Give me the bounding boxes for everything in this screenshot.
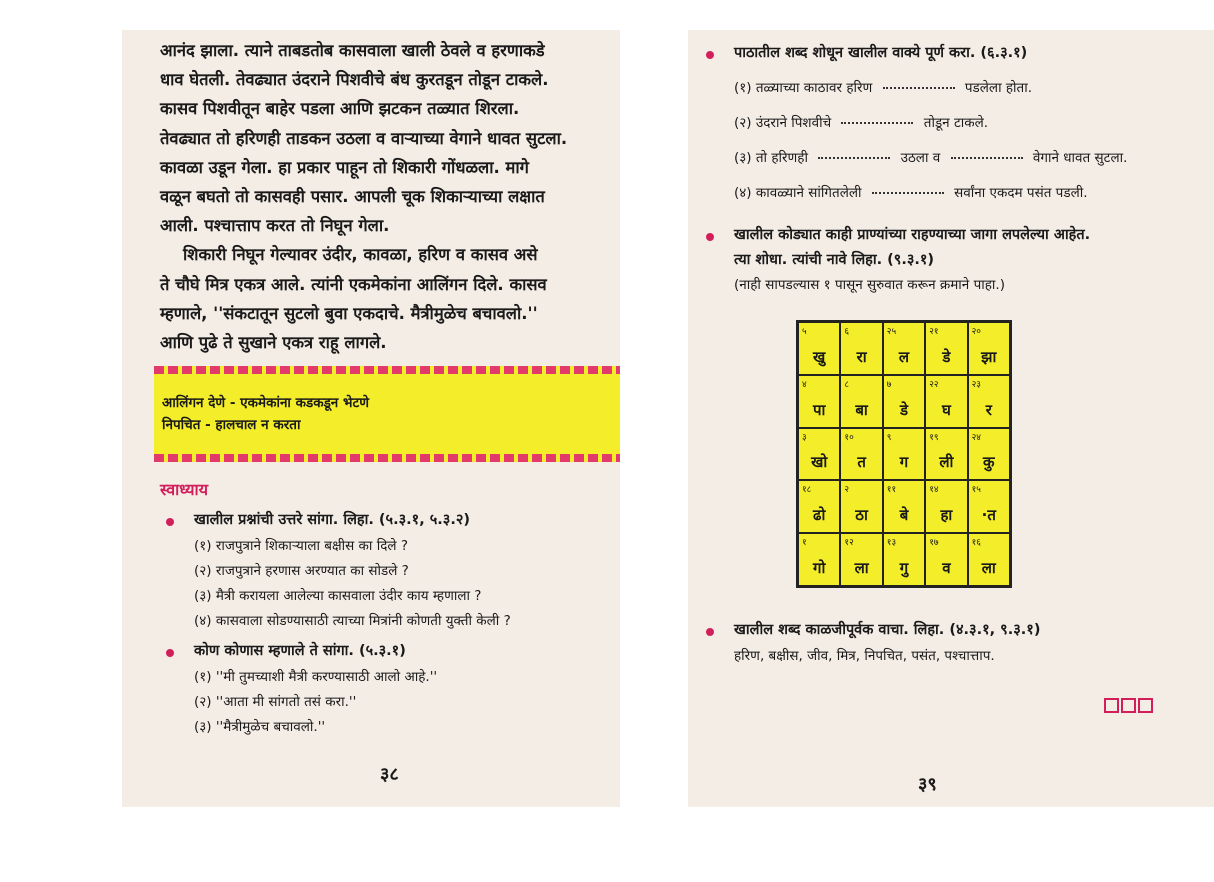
cell-letter: बा bbox=[855, 400, 868, 419]
puzzle-cell bbox=[798, 533, 840, 586]
cell-number: २३ bbox=[971, 379, 981, 390]
question-heading: कोण कोणास म्हणाले ते सांगा. (५.३.१) bbox=[194, 643, 406, 659]
item-number: (१) bbox=[734, 80, 752, 96]
cell-letter: र bbox=[985, 400, 992, 419]
cell-letter: खु bbox=[813, 347, 826, 366]
item-text: तोडून टाकले. bbox=[923, 115, 989, 131]
cell-number: १९ bbox=[929, 432, 939, 443]
cell-letter: खो bbox=[811, 453, 828, 472]
story-line: कासव पिशवीतून बाहेर पडला आणि झटकन तळ्यात शिरला. bbox=[160, 99, 520, 119]
section-heading: स्वाध्याय bbox=[160, 480, 208, 499]
fill-blank-item bbox=[734, 113, 988, 131]
page-number: ३८ bbox=[380, 764, 399, 785]
puzzle-cell bbox=[840, 480, 882, 533]
end-marker bbox=[1104, 698, 1155, 717]
puzzle-cell bbox=[925, 428, 967, 481]
puzzle-grid bbox=[796, 320, 1012, 588]
blank-line bbox=[883, 87, 955, 89]
glossary-item: आलिंगन देणे - एकमेकांना कडकडून भेटणे bbox=[162, 395, 370, 411]
question-item: (४) कासवाला सोडण्यासाठी त्याच्या मित्रांनी कोणती युक्ती केली ? bbox=[194, 613, 511, 629]
puzzle-cell bbox=[925, 480, 967, 533]
glossary-item: निपचित - हालचाल न करता bbox=[162, 417, 301, 433]
puzzle-cell bbox=[840, 533, 882, 586]
puzzle-cell bbox=[968, 322, 1010, 375]
puzzle-cell bbox=[840, 322, 882, 375]
question-item: (३) ''मैत्रीमुळेच बचावलो.'' bbox=[194, 719, 326, 735]
cell-number: १० bbox=[844, 432, 854, 443]
story-line: कावळा उडून गेला. हा प्रकार पाहून तो शिकारी गोंधळला. मागे bbox=[160, 157, 529, 177]
banner-border-top bbox=[154, 366, 620, 374]
puzzle-cell bbox=[968, 375, 1010, 428]
blank-line bbox=[951, 157, 1023, 159]
cell-letter: ली bbox=[939, 453, 954, 472]
item-text: उंदराने पिशवीचे bbox=[755, 115, 832, 131]
cell-number: १७ bbox=[929, 538, 939, 549]
question-heading: पाठातील शब्द शोधून खालील वाक्ये पूर्ण करा. (६.३.१) bbox=[734, 45, 1028, 61]
cell-number: १३ bbox=[886, 538, 897, 549]
cell-letter: गु bbox=[899, 558, 909, 577]
cell-number: १४ bbox=[929, 485, 939, 496]
blank-line bbox=[872, 192, 944, 194]
fill-blank-item bbox=[734, 183, 1088, 201]
puzzle-cell bbox=[883, 533, 925, 586]
cell-number: १२ bbox=[844, 538, 854, 549]
story-line: धाव घेतली. तेवढ्यात उंदराने पिशवीचे बंध कुरतडून तोडून टाकले. bbox=[160, 70, 549, 90]
cell-letter: ल bbox=[898, 347, 910, 366]
puzzle-cell bbox=[883, 375, 925, 428]
glossary-banner bbox=[154, 366, 620, 462]
cell-letter: ला bbox=[854, 558, 869, 577]
cell-number: २ bbox=[844, 485, 850, 496]
question-item: (१) राजपुत्राने शिकाऱ्याला बक्षीस का दिले ? bbox=[194, 538, 408, 554]
question-item: (२) राजपुत्राने हरणास अरण्यात का सोडले ? bbox=[194, 563, 409, 579]
cell-number: २४ bbox=[971, 432, 981, 443]
story-line: आली. पश्चात्ताप करत तो निघून गेला. bbox=[160, 216, 390, 236]
item-text: सर्वांना एकदम पसंत पडली. bbox=[954, 185, 1088, 201]
cell-letter: घ bbox=[941, 400, 951, 419]
question-note: (नाही सापडल्यास १ पासून सुरुवात करून क्रमाने पाहा.) bbox=[734, 277, 1005, 293]
story-line: ते चौघे मित्र एकत्र आले. त्यांनी एकमेकांना आलिंगन दिले. कासव bbox=[160, 274, 547, 294]
puzzle-cell bbox=[968, 480, 1010, 533]
cell-letter: ला bbox=[981, 558, 996, 577]
item-text: पडलेला होता. bbox=[964, 80, 1033, 96]
glossary bbox=[162, 392, 369, 436]
puzzle-cell bbox=[883, 480, 925, 533]
cell-number: ३ bbox=[802, 432, 807, 443]
puzzle-cell bbox=[798, 428, 840, 481]
story-line: तेवढ्यात तो हरिणही ताडकन उठला व वाऱ्याच्या वेगाने धावत सुटला. bbox=[160, 128, 568, 148]
bullet-icon bbox=[166, 649, 174, 657]
cell-number: ४ bbox=[802, 379, 807, 390]
question-heading: खालील कोड्यात काही प्राण्यांच्या राहण्याच्या जागा लपलेल्या आहेत. bbox=[734, 227, 1091, 243]
question-heading: खालील शब्द काळजीपूर्वक वाचा. लिहा. (४.३.१, ९.३.१) bbox=[734, 622, 1041, 638]
cell-letter: गो bbox=[813, 558, 826, 577]
puzzle-cell bbox=[798, 375, 840, 428]
cell-number: ५ bbox=[802, 327, 807, 337]
cell-letter: व bbox=[942, 558, 951, 577]
right-page bbox=[688, 30, 1214, 807]
question-item: (१) ''मी तुमच्याशी मैत्री करण्यासाठी आलो आहे.'' bbox=[194, 669, 438, 685]
item-text: वेगाने धावत सुटला. bbox=[1032, 150, 1128, 166]
cell-number: २१ bbox=[929, 327, 939, 337]
page-number: ३९ bbox=[918, 774, 937, 795]
puzzle-cell bbox=[883, 322, 925, 375]
story-line: म्हणाले, ''संकटातून सुटलो बुवा एकदाचे. मैत्रीमुळेच बचावलो.'' bbox=[160, 303, 538, 323]
cell-letter: बे bbox=[899, 506, 909, 525]
cell-letter: झा bbox=[981, 347, 997, 366]
item-number: (२) bbox=[734, 115, 752, 131]
puzzle-cell bbox=[968, 533, 1010, 586]
banner-border-bottom bbox=[154, 454, 620, 462]
cell-number: १६ bbox=[971, 538, 981, 549]
fill-blank-item bbox=[734, 148, 1127, 166]
puzzle-cell bbox=[798, 480, 840, 533]
puzzle-cell bbox=[798, 322, 840, 375]
cell-letter: ग bbox=[899, 453, 909, 472]
bullet-icon bbox=[706, 51, 714, 59]
cell-number: २५ bbox=[886, 327, 897, 337]
cell-letter: हा bbox=[940, 506, 953, 525]
story-line: आणि पुढे ते सुखाने एकत्र राहू लागले. bbox=[160, 333, 387, 353]
cell-letter: ढो bbox=[813, 506, 826, 525]
word-list: हरिण, बक्षीस, जीव, मित्र, निपचित, पसंत, पश्चात्ताप. bbox=[734, 648, 995, 664]
item-number: (४) bbox=[734, 185, 752, 201]
question-heading: त्या शोधा. त्यांची नावे लिहा. (९.३.१) bbox=[734, 252, 935, 268]
left-page bbox=[122, 30, 620, 807]
item-text: कावळ्याने सांगितलेली bbox=[755, 185, 862, 201]
puzzle-cell bbox=[840, 375, 882, 428]
item-text: उठला व bbox=[900, 150, 941, 166]
item-number: (३) bbox=[734, 150, 752, 166]
cell-number: १८ bbox=[802, 485, 812, 496]
puzzle-cell bbox=[925, 533, 967, 586]
cell-letter: पा bbox=[812, 400, 826, 419]
bullet-icon bbox=[706, 628, 714, 636]
cell-letter: त bbox=[857, 453, 866, 472]
story-line: आनंद झाला. त्याने ताबडतोब कासवाला खाली ठेवले व हरणाकडे bbox=[160, 41, 545, 60]
question-item: (३) मैत्री करायला आलेल्या कासवाला उंदीर काय म्हणाला ? bbox=[194, 588, 482, 604]
puzzle-cell bbox=[840, 428, 882, 481]
item-text: तळ्याच्या काठावर हरिण bbox=[755, 80, 873, 96]
puzzle-cell bbox=[883, 428, 925, 481]
cell-letter: कु bbox=[983, 453, 995, 472]
cell-number: २० bbox=[971, 327, 981, 337]
cell-letter: डे bbox=[899, 400, 908, 419]
bullet-icon bbox=[166, 518, 174, 526]
cell-number: ११ bbox=[886, 485, 897, 496]
question-item: (२) ''आता मी सांगतो तसं करा.'' bbox=[194, 694, 357, 710]
story-line: वळून बघतो तो कासवही पसार. आपली चूक शिकाऱ्याच्या लक्षात bbox=[160, 187, 545, 207]
cell-letter: रा bbox=[856, 347, 867, 366]
item-text: तो हरिणही bbox=[755, 150, 808, 166]
blank-line bbox=[818, 157, 890, 159]
cell-letter: ठा bbox=[855, 506, 868, 525]
cell-number: १५ bbox=[971, 485, 981, 496]
cell-number: ७ bbox=[886, 379, 892, 390]
puzzle-cell bbox=[925, 375, 967, 428]
blank-line bbox=[841, 122, 913, 124]
bullet-icon bbox=[706, 233, 714, 241]
cell-letter: ·त bbox=[981, 506, 996, 525]
cell-letter: डे bbox=[942, 347, 951, 366]
cell-number: ६ bbox=[844, 327, 850, 337]
cell-number: ८ bbox=[844, 379, 850, 390]
cell-number: १ bbox=[802, 538, 807, 549]
cell-number: ९ bbox=[886, 432, 892, 443]
cell-number: २२ bbox=[929, 379, 939, 390]
puzzle-cell bbox=[925, 322, 967, 375]
question-heading: खालील प्रश्नांची उत्तरे सांगा. लिहा. (५.३.१, ५.३.२) bbox=[194, 512, 471, 528]
story-line: शिकारी निघून गेल्यावर उंदीर, कावळा, हरिण व कासव असे bbox=[160, 245, 538, 265]
story-text bbox=[160, 36, 618, 357]
fill-blank-item bbox=[734, 78, 1032, 96]
puzzle-cell bbox=[968, 428, 1010, 481]
